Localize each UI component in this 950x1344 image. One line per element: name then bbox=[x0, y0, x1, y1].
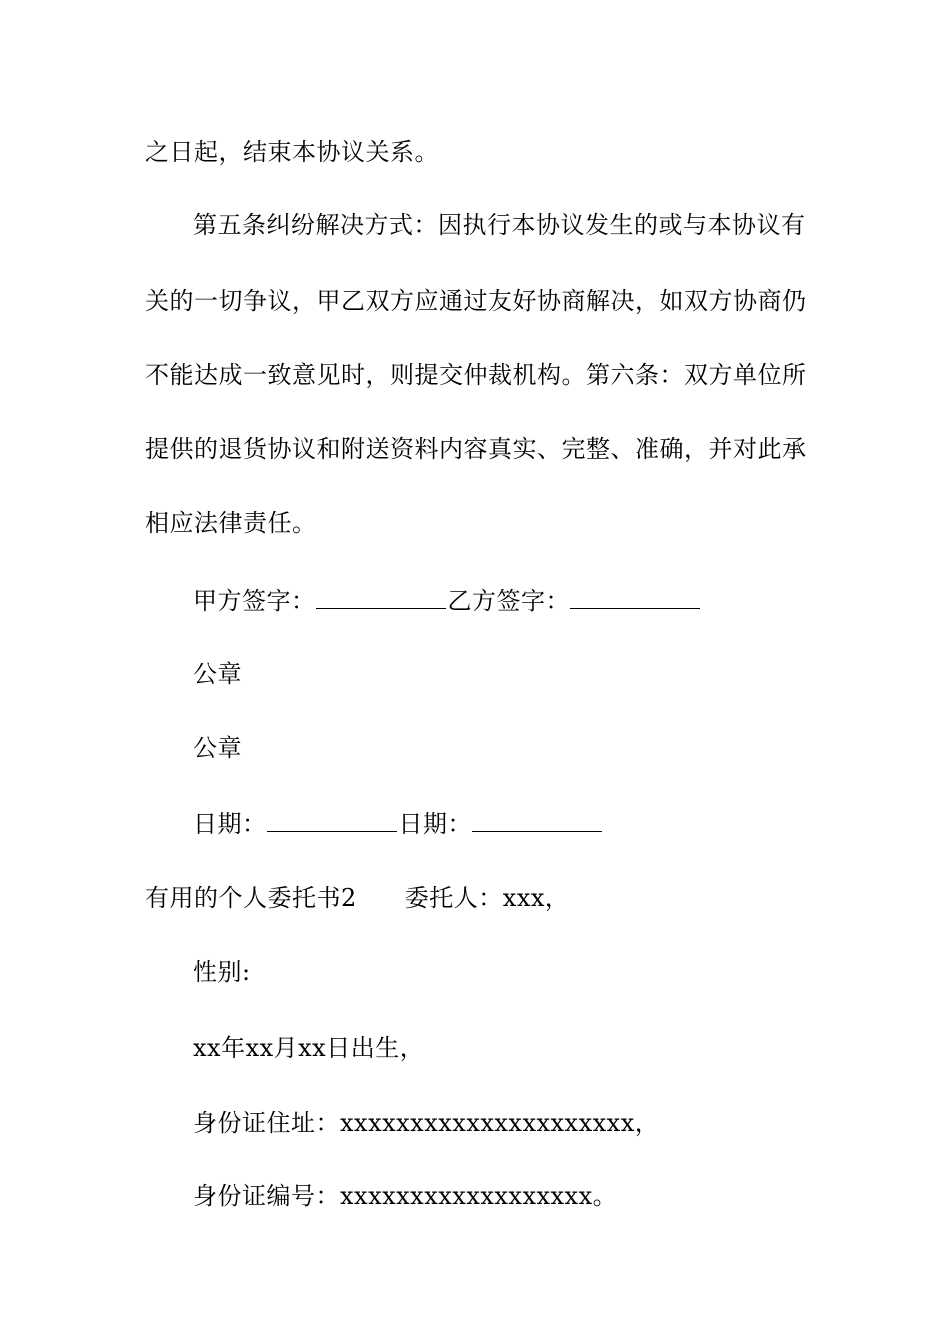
date-b-label: 日期： bbox=[398, 810, 472, 838]
second-doc-header-line bbox=[145, 882, 815, 914]
date-a-label: 日期： bbox=[193, 810, 267, 838]
second-doc-title: 有用的个人委托书2 bbox=[145, 884, 357, 912]
date-a-blank bbox=[267, 809, 397, 832]
birth-line: xx年xx月xx日出生， bbox=[193, 1034, 425, 1062]
paragraph-line: 提供的退货协议和附送资料内容真实、完整、准确，并对此承 bbox=[145, 435, 807, 463]
signature-line bbox=[193, 585, 863, 617]
seal-label: 公章 bbox=[193, 660, 242, 688]
paragraph-line: 不能达成一致意见时，则提交仲裁机构。第六条：双方单位所 bbox=[145, 361, 807, 389]
date-b-blank bbox=[472, 809, 602, 832]
party-b-signature-blank bbox=[570, 586, 700, 609]
gender-line: 性别: bbox=[193, 958, 251, 986]
date-line bbox=[193, 808, 863, 840]
seal-label: 公章 bbox=[193, 734, 242, 762]
paragraph-line: 相应法律责任。 bbox=[145, 509, 317, 537]
paragraph-line: 之日起，结束本协议关系。 bbox=[145, 138, 439, 166]
paragraph-line: 关的一切争议，甲乙双方应通过友好协商解决，如双方协商仍 bbox=[145, 287, 807, 315]
party-b-signature-label: 乙方签字： bbox=[447, 587, 570, 615]
principal-line: 委托人：xxx， bbox=[404, 884, 570, 912]
id-number-line: 身份证编号：xxxxxxxxxxxxxxxxxx。 bbox=[193, 1182, 618, 1210]
party-a-signature-label: 甲方签字： bbox=[193, 587, 316, 615]
address-line: 身份证住址：xxxxxxxxxxxxxxxxxxxxx， bbox=[193, 1109, 660, 1137]
party-a-signature-blank bbox=[316, 586, 446, 609]
paragraph-line: 第五条纠纷解决方式：因执行本协议发生的或与本协议有 bbox=[193, 211, 806, 239]
